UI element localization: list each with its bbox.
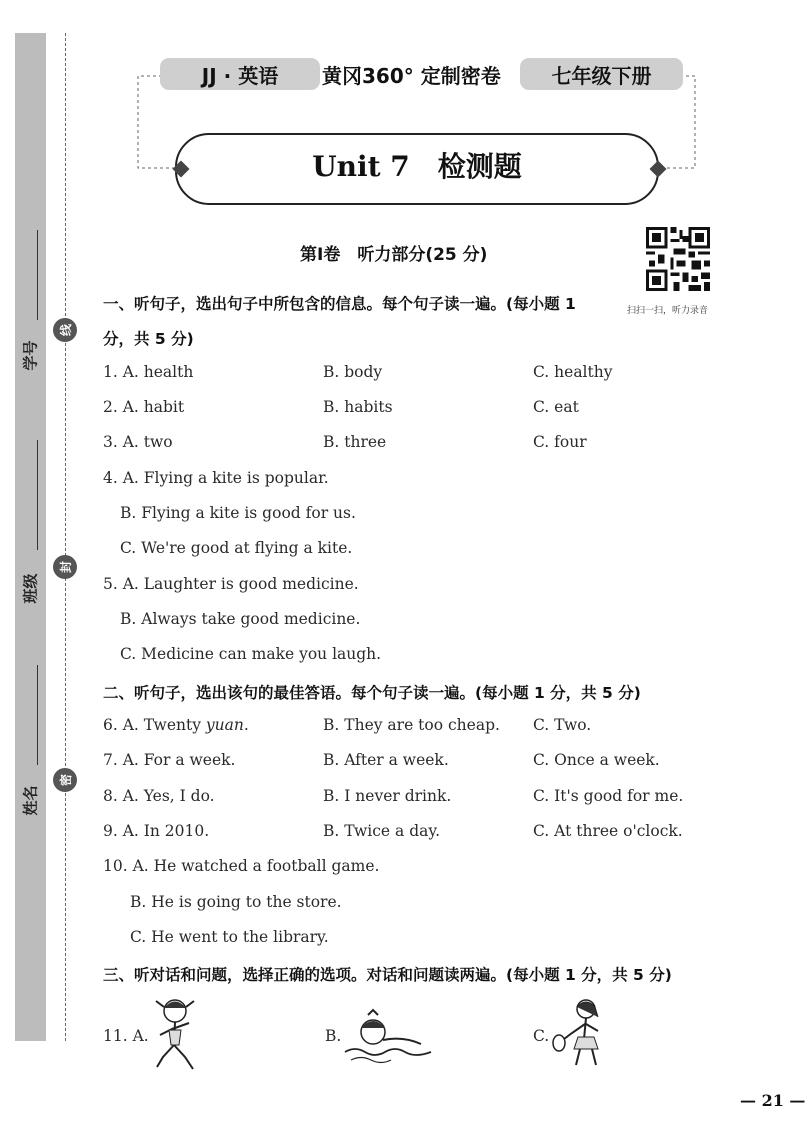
q3-option-a: 3. A. two xyxy=(103,433,173,451)
q1-option-b: B. body xyxy=(323,363,383,381)
q5-option-c: C. Medicine can make you laugh. xyxy=(120,645,382,663)
q10-option-a: 10. A. He watched a football game. xyxy=(103,857,380,875)
q7-option-a: 7. A. For a week. xyxy=(103,751,236,769)
q7-option-b: B. After a week. xyxy=(323,751,449,769)
q11-option-b-label: B. xyxy=(325,1027,342,1045)
series-headline: 黄冈360° 定制密卷 xyxy=(322,64,501,88)
q3-option-c: C. four xyxy=(533,433,587,451)
q10-option-c: C. He went to the library. xyxy=(130,928,329,946)
q1-option-c: C. healthy xyxy=(533,363,613,381)
q6-a-period: . xyxy=(243,716,249,734)
q11-option-c-label: C. xyxy=(533,1027,550,1045)
part-title: 第Ⅰ卷 听力部分(25 分) xyxy=(300,245,488,265)
q9-option-b: B. Twice a day. xyxy=(323,822,440,840)
q5-option-b: B. Always take good medicine. xyxy=(120,610,361,628)
xingming-blank-line xyxy=(37,665,38,765)
seal-xian: 线 xyxy=(53,318,77,342)
q4-option-a: 4. A. Flying a kite is popular. xyxy=(103,469,329,487)
q4-option-b: B. Flying a kite is good for us. xyxy=(120,504,356,522)
q4-option-c: C. We're good at flying a kite. xyxy=(120,539,353,557)
q2-option-c: C. eat xyxy=(533,398,579,416)
q5-option-a: 5. A. Laughter is good medicine. xyxy=(103,575,359,593)
section-1-heading: 一、听句子，选出句子中所包含的信息。每个句子读一遍。(每小题 1 xyxy=(103,295,576,313)
q6-option-b: B. They are too cheap. xyxy=(323,716,500,734)
section-1-heading-cont: 分，共 5 分) xyxy=(103,330,194,348)
q6-option-c: C. Two. xyxy=(533,716,592,734)
q6-a-text: 6. A. Twenty xyxy=(103,716,206,734)
subject-pill: JJ · 英语 xyxy=(160,58,320,90)
qr-caption: 扫扫一扫，听力录音 xyxy=(627,306,709,316)
qr-code-icon xyxy=(646,225,710,293)
q11-option-a-label: 11. A. xyxy=(103,1027,149,1045)
grade-pill: 七年级下册 xyxy=(520,58,683,90)
q8-option-c: C. It's good for me. xyxy=(533,787,684,805)
binding-strip xyxy=(15,33,46,1041)
section-3-heading: 三、听对话和问题，选择正确的选项。对话和问题读两遍。(每小题 1 分，共 5 分) xyxy=(103,966,672,984)
seal-mi: 密 xyxy=(53,768,77,792)
banji-blank-line xyxy=(37,440,38,550)
q2-option-a: 2. A. habit xyxy=(103,398,185,416)
q7-option-c: C. Once a week. xyxy=(533,751,660,769)
xingming-label: 姓名 xyxy=(21,785,40,816)
girl-swimming-icon xyxy=(343,1010,433,1065)
q8-option-a: 8. A. Yes, I do. xyxy=(103,787,215,805)
section-2-heading: 二、听句子，选出该句的最佳答语。每个句子读一遍。(每小题 1 分，共 5 分) xyxy=(103,684,641,702)
girl-running-icon xyxy=(145,995,205,1075)
xuehao-label: 学号 xyxy=(21,340,40,371)
page-number: — 21 — xyxy=(740,1091,805,1110)
girl-playing-badminton-icon xyxy=(550,995,610,1070)
q3-option-b: B. three xyxy=(323,433,387,451)
seal-feng: 封 xyxy=(53,555,77,579)
q6-a-emphasis: yuan xyxy=(205,716,244,734)
q8-option-b: B. I never drink. xyxy=(323,787,452,805)
banji-label: 班级 xyxy=(21,573,40,604)
q9-option-c: C. At three o'clock. xyxy=(533,822,683,840)
page-title: Unit 7 检测题 xyxy=(312,150,522,183)
q10-option-b: B. He is going to the store. xyxy=(130,893,342,911)
cut-line xyxy=(65,33,66,1041)
q6-option-a xyxy=(103,716,249,734)
q1-option-a: 1. A. health xyxy=(103,363,194,381)
q9-option-a: 9. A. In 2010. xyxy=(103,822,210,840)
q2-option-b: B. habits xyxy=(323,398,393,416)
xuehao-blank-line xyxy=(37,230,38,320)
